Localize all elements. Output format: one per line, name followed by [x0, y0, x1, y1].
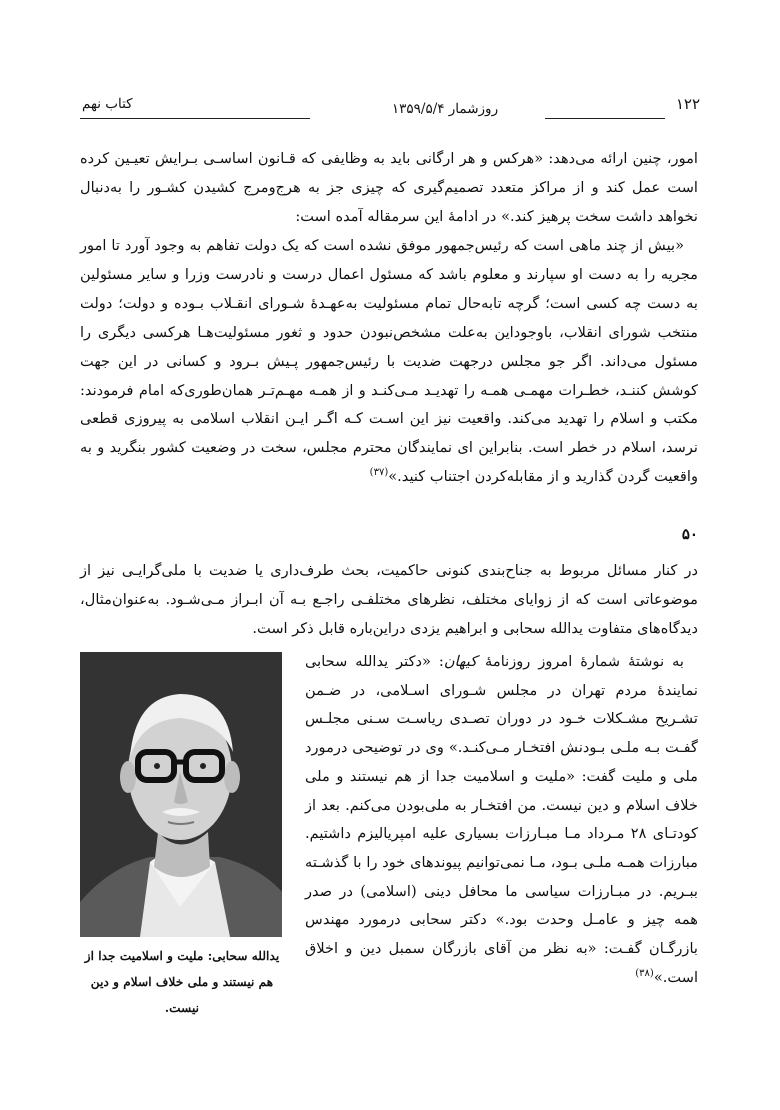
- footnote-ref-38: (۳۸): [635, 967, 654, 979]
- paragraph-2-text: «بیش از چند ماهی است که رئیس‌جمهور موفق نشده است که یک دولت تفاهم به وجود آورد تا امور مجریه را به دست او سپارند و معلوم باشد که مسئول اعمال درست و نادرست وزرا و سایر مسئولین به دست چه کسی است؛ گرچه تابه‌حال تمام مسئولیت به‌عهـدهٔ شـورای انقـلاب بـوده و دولت؛ دولت منتخب شورای انقلاب، باوجوداین به‌علت مشخص‌نبودن حدود و ثغور مسئولیت‌هـا هرکسی دیگری را مسئول می‌داند. اگر جو مجلس درجهت ضدیت با رئیس‌جمهور پـیش بـرود و کسانی در این جهت کوشش کننـد، خطـرات مهمـی همـه را تهدیـد مـی‌کنـد و از همـه مهـم‌تـر همان‌طوری‌که امام فرمودند: مکتب و اسلام را تهدید می‌کند. واقعیت نیز این اسـت کـه اگـر ایـن انقلاب اسلامی به پیروزی قطعی نرسد، اسلام در خطر است. بنابراین ای نمایندگان محترم مجلس، سخت در وضعیت کشور بنگرید و به واقعیت گردن گذارید و از مقابله‌کردن اجتناب کنید.»: [80, 237, 698, 486]
- paragraph-4-text: : «دکتر یدالله سحابی نمایندهٔ مردم تهران در مجلس شـورای اسـلامی، در ضـمن تشـریح مشـکلات خـود در دوران تصـدی ریاسـت سـنی مجلـس گفـت بـه ملـی بـودنش افتخـار مـی‌کنـد.» وی در توضیحی درمورد ملی و ملیت گفت: «ملیت و اسلامیت جدا از هم نیستند و ملی خلاف اسلام و دین نیست. من افتخـار به ملی‌بودن می‌کنم. بعد از کودتـای ۲۸ مـرداد مـا مبـارزات بسیاری علیه امپریالیزم داشتیم. مبارزات همـه ملـی بـود، مـا نمی‌توانیم پیوندهای خود را با گذشـته ببـریم. در مبـارزات سیاسی ما محافل دینی (اسلامی) در صدر همه چیز و عامـل وحدت بود.» دکتر سحابی درمورد مهندس بازرگـان گفـت: «به نظر من آقای بازرگان سمبل دین و اخلاق است.»: [305, 653, 698, 986]
- paragraph-1: امور، چنین ارائه می‌دهد: «هرکس و هر ارگانی باید به وظایفی که قـانون اساسـی بـرایش تعیـین کرده است عمل کند و از مراکز متعدد تصمیم‌گیری که چیزی جز به هرج‌ومرج کشیدن کشـور را به‌دنبال نخواهد داشت سخت پرهیز کند.» در ادامهٔ این سرمقاله آمده است:: [80, 150, 698, 225]
- newspaper-name: کیهان: [443, 653, 478, 670]
- header-rule-left: [80, 118, 310, 119]
- paragraph-4-intro: به نوشتهٔ شمارهٔ امروز روزنامهٔ: [477, 653, 684, 670]
- book-title: کتاب نهم: [82, 96, 133, 112]
- photo-caption: یدالله سحابی: ملیت و اسلامیت جدا از هم نیستند و ملی خلاف اسلام و دین نیست.: [84, 949, 280, 1015]
- paragraph-2: [80, 232, 698, 492]
- portrait-photo: [80, 652, 282, 937]
- section-number: ۵۰: [681, 525, 698, 543]
- footnote-ref-37: (۳۷): [369, 467, 389, 479]
- header-rule-right: [545, 118, 665, 119]
- paragraph-3: در کنار مسائل مربوط به جناح‌بندی کنونی حاکمیت، بحث طرف‌داری یا ضدیت با ملی‌گرایـی نیز از موضوعاتی است که از زوایای مختلف، نظرهای مختلفـی راجـع بـه آن ابـراز مـی‌شـود. به‌عنوان‌مثال، دیدگاه‌های متفاوت یدالله سحابی و ابراهیم یزدی دراین‌باره قابل ذکر است.: [80, 562, 698, 637]
- page-number: ۱۲۲: [675, 95, 700, 113]
- header-date: روزشمار ۱۳۵۹/۵/۴: [391, 101, 499, 117]
- paragraph-4: [305, 648, 698, 992]
